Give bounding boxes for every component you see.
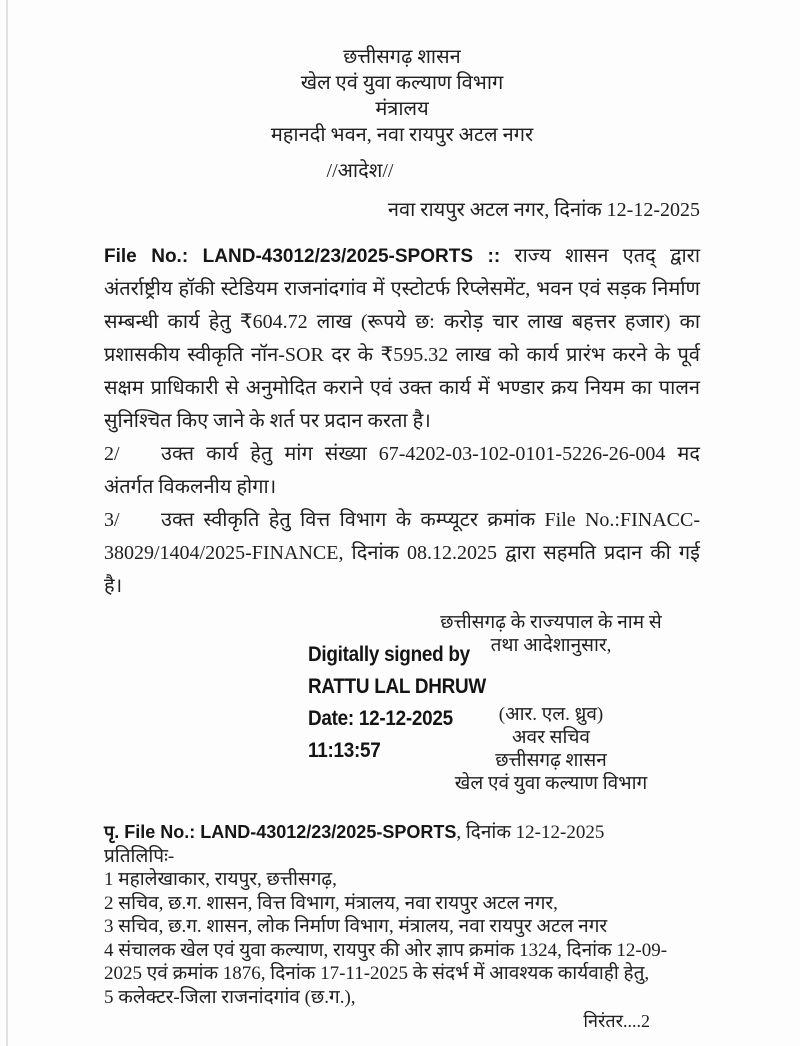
paragraph-2 [104,438,700,504]
paragraph-2-number: 2/ [104,443,120,465]
signatory-name: (आर. एल. ध्रुव) [498,704,604,725]
on-behalf-line2: तथा आदेशानुसार, [490,635,612,656]
on-behalf-line1: छत्तीसगढ़ के राज्यपाल के नाम से [440,612,662,633]
signature-area [104,611,700,807]
letterhead-government: छत्तीसगढ़ शासन [343,46,461,68]
copy-to-label: प्रतिलिपिः- [104,845,175,867]
letterhead-office: मंत्रालय [375,98,429,120]
copy-recipient-4: 4 संचालक खेल एवं युवा कल्याण, रायपुर की ओर ज्ञाप क्रमांक 1324, दिनांक 12-09-2025 एवं क्रमांक 1876, दिनांक 17-11-2025 के संदर्भ में आवश्यक कार्यवाही हेतु, [104,939,668,984]
paragraph-2-text: उक्त कार्य हेतु मांग संख्या 67-4202-03-102-0101-5226-26-004 मद अंतर्गत विकलनीय होगा। [104,443,700,498]
digital-signature-line1: Digitally signed by [308,643,470,666]
paragraph-3-number: 3/ [104,509,120,531]
endorsement-section [104,821,700,1034]
paragraph-3 [104,504,700,603]
digital-signature-name: RATTU LAL DHRUW [308,675,486,698]
endorsement-date: , दिनांक 12-12-2025 [456,822,605,843]
order-body [104,240,700,603]
copy-recipient-5: 5 कलेक्टर-जिला राजनांदगांव (छ.ग.), [104,986,356,1008]
copy-recipient-2: 2 सचिव, छ.ग. शासन, वित्त विभाग, मंत्रालय, नवा रायपुर अटल नगर, [104,892,558,914]
copy-recipient-3: 3 सचिव, छ.ग. शासन, लोक निर्माण विभाग, मंत्रालय, नवा रायपुर अटल नगर [104,916,608,937]
endorsement-line [104,821,700,845]
letterhead-address: महानदी भवन, नवा रायपुर अटल नगर [270,124,534,146]
place-date-line: नवा रायपुर अटल नगर, दिनांक 12-12-2025 [387,199,700,221]
letterhead-department: खेल एवं युवा कल्याण विभाग [300,72,504,94]
paragraph-1-text: राज्य शासन एतद् द्वारा अंतर्राष्ट्रीय हॉकी स्टेडियम राजनांदगांव में एस्टोटर्फ रिप्लेसमेंट, भवन एवं सड़क निर्माण सम्बन्धी कार्य हेतु ₹604.72 लाख (रूपये छ: करोड़ चार लाख बहत्तर हजार) का प्रशासकीय स्वीकृति नॉन-SOR दर के ₹595.32 लाख को कार्य प्रारंभ करने के पूर्व सक्षम प्राधिकारी से अनुमोदित कराने एवं उक्त कार्य में भण्डार क्रय नियम का पालन सुनिश्चित किए जाने के शर्त पर प्रदान करता है। [104,245,701,432]
signatory-department: खेल एवं युवा कल्याण विभाग [454,773,648,794]
signatory-government: छत्तीसगढ़ शासन [495,750,607,771]
copy-recipient-1: 1 महालेखाकार, रायपुर, छत्तीसगढ़, [104,869,337,890]
file-number: File No.: LAND-43012/23/2025-SPORTS :: [104,246,501,267]
digital-signature-time: 11:13:57 [308,739,381,762]
signing-authority-block [426,611,676,795]
continuation-marker: निरंतर....2 [583,1011,650,1031]
endorsement-file-number: पृ. File No.: LAND-43012/23/2025-SPORTS [104,822,457,842]
paragraph-1 [104,240,700,438]
digital-signature-date: Date: 12-12-2025 [308,707,453,730]
paragraph-3-text: उक्त स्वीकृति हेतु वित्त विभाग के कम्प्यूटर क्रमांक File No.:FINACC-38029/1404/2025-FINANCE, दिनांक 08.12.2025 द्वारा सहमति प्रदान की गई है। [104,509,700,597]
order-title: //आदेश// [326,160,394,182]
signatory-designation: अवर सचिव [512,727,590,748]
letterhead [104,44,700,148]
